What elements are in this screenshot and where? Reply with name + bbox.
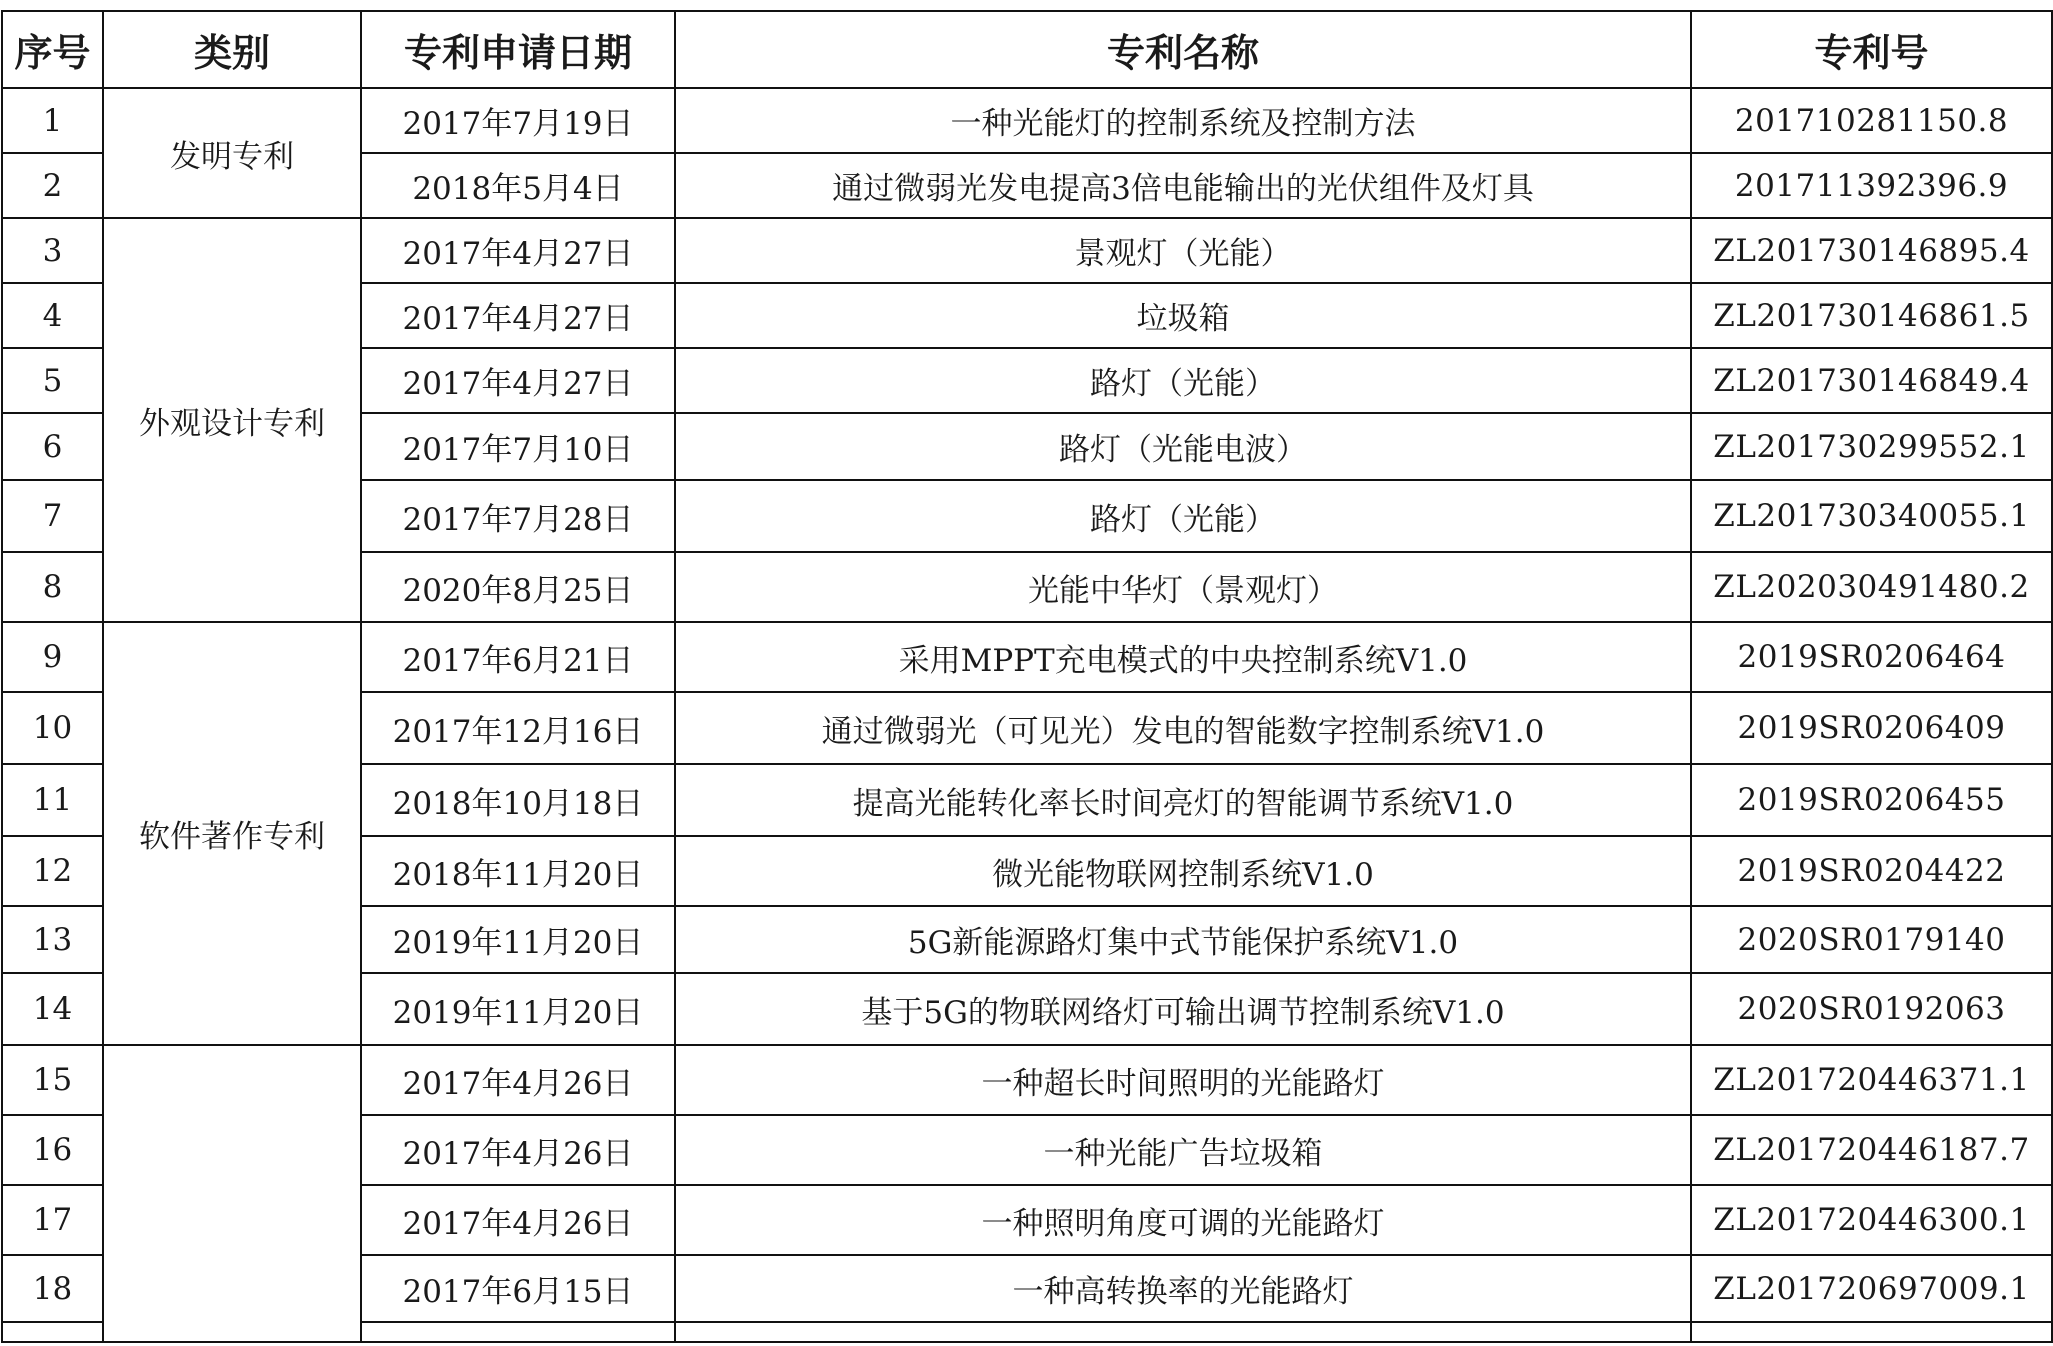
table-row bbox=[2, 622, 2052, 692]
row-no: 15 bbox=[2, 1045, 103, 1115]
row-title: 基于5G的物联网络灯可输出调节控制系统V1.0 bbox=[675, 973, 1691, 1045]
row-date: 2017年6月15日 bbox=[361, 1255, 675, 1322]
row-title: 微光能物联网控制系统V1.0 bbox=[675, 836, 1691, 906]
row-date: 2017年7月28日 bbox=[361, 480, 675, 552]
row-title: 一种光能广告垃圾箱 bbox=[675, 1115, 1691, 1185]
row-no: 2 bbox=[2, 153, 103, 218]
row-title: 路灯（光能） bbox=[675, 480, 1691, 552]
row-no: 16 bbox=[2, 1115, 103, 1185]
row-title: 路灯（光能电波） bbox=[675, 413, 1691, 480]
row-date: 2017年4月27日 bbox=[361, 218, 675, 283]
row-no: 14 bbox=[2, 973, 103, 1045]
row-title: 采用MPPT充电模式的中央控制系统V1.0 bbox=[675, 622, 1691, 692]
row-number: ZL201730146849.4 bbox=[1691, 348, 2052, 413]
category-cell: 软件著作专利 bbox=[103, 622, 361, 1045]
table-row bbox=[2, 88, 2052, 153]
row-date: 2017年7月10日 bbox=[361, 413, 675, 480]
row-no: 4 bbox=[2, 283, 103, 348]
row-number: 201710281150.8 bbox=[1691, 88, 2052, 153]
row-date: 2019年11月20日 bbox=[361, 973, 675, 1045]
row-title: 一种高转换率的光能路灯 bbox=[675, 1255, 1691, 1322]
row-no: 6 bbox=[2, 413, 103, 480]
row-date: 2017年4月26日 bbox=[361, 1045, 675, 1115]
row-title: 通过微弱光发电提高3倍电能输出的光伏组件及灯具 bbox=[675, 153, 1691, 218]
row-number: ZL201720446187.7 bbox=[1691, 1115, 2052, 1185]
row-number bbox=[1691, 1322, 2052, 1342]
category-cell bbox=[103, 1045, 361, 1342]
row-title: 一种光能灯的控制系统及控制方法 bbox=[675, 88, 1691, 153]
row-number: ZL201720446371.1 bbox=[1691, 1045, 2052, 1115]
row-no: 3 bbox=[2, 218, 103, 283]
row-no: 11 bbox=[2, 764, 103, 836]
row-number: 2019SR0206464 bbox=[1691, 622, 2052, 692]
header-title: 专利名称 bbox=[675, 11, 1691, 88]
row-no: 13 bbox=[2, 906, 103, 973]
row-number: ZL201730340055.1 bbox=[1691, 480, 2052, 552]
header-date: 专利申请日期 bbox=[361, 11, 675, 88]
row-date: 2017年4月27日 bbox=[361, 348, 675, 413]
row-date: 2017年12月16日 bbox=[361, 692, 675, 764]
row-date: 2018年11月20日 bbox=[361, 836, 675, 906]
row-no: 7 bbox=[2, 480, 103, 552]
row-no: 1 bbox=[2, 88, 103, 153]
row-title: 一种照明角度可调的光能路灯 bbox=[675, 1185, 1691, 1255]
row-title: 路灯（光能） bbox=[675, 348, 1691, 413]
row-number: 2019SR0204422 bbox=[1691, 836, 2052, 906]
header-no: 序号 bbox=[2, 11, 103, 88]
row-title: 一种超长时间照明的光能路灯 bbox=[675, 1045, 1691, 1115]
row-title: 光能中华灯（景观灯） bbox=[675, 552, 1691, 622]
row-number: ZL201730146895.4 bbox=[1691, 218, 2052, 283]
row-title: 通过微弱光（可见光）发电的智能数字控制系统V1.0 bbox=[675, 692, 1691, 764]
row-date: 2018年5月4日 bbox=[361, 153, 675, 218]
row-number: ZL201720446300.1 bbox=[1691, 1185, 2052, 1255]
row-date: 2018年10月18日 bbox=[361, 764, 675, 836]
row-no bbox=[2, 1322, 103, 1342]
row-no: 12 bbox=[2, 836, 103, 906]
row-date bbox=[361, 1322, 675, 1342]
row-no: 5 bbox=[2, 348, 103, 413]
row-no: 10 bbox=[2, 692, 103, 764]
header-category: 类别 bbox=[103, 11, 361, 88]
row-no: 8 bbox=[2, 552, 103, 622]
row-date: 2017年7月19日 bbox=[361, 88, 675, 153]
row-number: 2020SR0192063 bbox=[1691, 973, 2052, 1045]
row-number: ZL202030491480.2 bbox=[1691, 552, 2052, 622]
row-date: 2017年6月21日 bbox=[361, 622, 675, 692]
row-date: 2017年4月27日 bbox=[361, 283, 675, 348]
row-no: 9 bbox=[2, 622, 103, 692]
row-no: 18 bbox=[2, 1255, 103, 1322]
table-row bbox=[2, 1045, 2052, 1115]
table-row bbox=[2, 218, 2052, 283]
row-date: 2017年4月26日 bbox=[361, 1185, 675, 1255]
row-number: ZL201730146861.5 bbox=[1691, 283, 2052, 348]
row-number: 2020SR0179140 bbox=[1691, 906, 2052, 973]
row-title bbox=[675, 1322, 1691, 1342]
category-cell: 外观设计专利 bbox=[103, 218, 361, 622]
row-title: 景观灯（光能） bbox=[675, 218, 1691, 283]
row-title: 提高光能转化率长时间亮灯的智能调节系统V1.0 bbox=[675, 764, 1691, 836]
row-number: ZL201720697009.1 bbox=[1691, 1255, 2052, 1322]
header-number: 专利号 bbox=[1691, 11, 2052, 88]
patent-table bbox=[1, 10, 2053, 1343]
row-number: 2019SR0206409 bbox=[1691, 692, 2052, 764]
category-cell: 发明专利 bbox=[103, 88, 361, 218]
row-number: 201711392396.9 bbox=[1691, 153, 2052, 218]
row-number: ZL201730299552.1 bbox=[1691, 413, 2052, 480]
row-date: 2019年11月20日 bbox=[361, 906, 675, 973]
header-row bbox=[2, 11, 2052, 88]
row-date: 2020年8月25日 bbox=[361, 552, 675, 622]
row-number: 2019SR0206455 bbox=[1691, 764, 2052, 836]
row-no: 17 bbox=[2, 1185, 103, 1255]
row-title: 5G新能源路灯集中式节能保护系统V1.0 bbox=[675, 906, 1691, 973]
row-title: 垃圾箱 bbox=[675, 283, 1691, 348]
row-date: 2017年4月26日 bbox=[361, 1115, 675, 1185]
